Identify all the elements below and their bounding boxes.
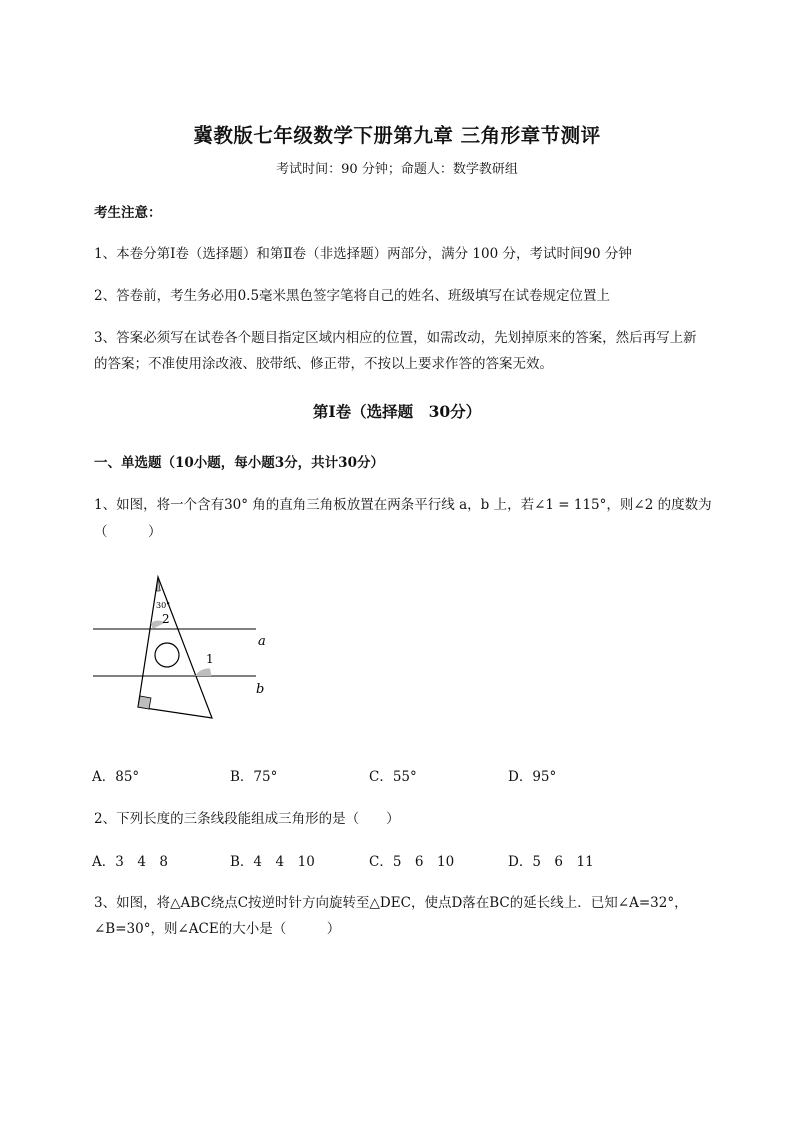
notice-item-3-cont: 的答案；不准使用涂改液、胶带纸、修正带，不按以上要求作答的答案无效。 [94,356,553,372]
question-1-option-a: A．85° [92,769,140,785]
section-title: 第Ⅰ卷（选择题 30分） [312,402,482,421]
right-angle-marker [138,696,151,709]
label-30: 30° [156,601,171,610]
label-a: a [258,634,266,649]
notice-heading: 考生注意： [94,205,162,221]
exam-info: 考试时间：90 分钟；命题人：数学教研组 [276,162,518,177]
label-1: 1 [206,652,214,666]
question-3-stem: 3、如图，将△ABC绕点C按逆时针方向旋转至△DEC，使点D落在BC的延长线上．已知∠A=32°， [94,895,688,911]
question-1-option-d: D．95° [508,769,557,785]
angle-1-marker [195,668,212,676]
question-1-figure [86,565,276,725]
notice-item-3: 3、答案必须写在试卷各个题目指定区域内相应的位置，如需改动，先划掉原来的答案，然后再写上新 [94,330,697,346]
question-1-option-b: B．75° [230,769,278,785]
question-1-stem: 1、如图，将一个含有30° 角的直角三角板放置在两条平行线 a，b 上，若∠1 = 115°，则∠2 的度数为 [94,497,712,513]
question-1-option-c: C．55° [369,769,417,785]
page-title: 冀教版七年级数学下册第九章 三角形章节测评 [193,124,601,147]
part-heading: 一、单选题（10小题，每小题3分，共计30分） [94,455,384,471]
question-2-option-d: D．5 6 11 [508,854,594,870]
question-2-stem: 2、下列长度的三条线段能组成三角形的是（ ） [94,811,400,827]
question-3-stem-cont: ∠B=30°，则∠ACE的大小是（ ） [94,921,341,937]
set-square-hole [155,643,179,667]
question-1-answer-blank: （ ） [94,524,162,540]
notice-item-2: 2、答卷前，考生务必用0.5毫米黑色签字笔将自己的姓名、班级填写在试卷规定位置上 [94,288,611,304]
question-2-option-a: A．3 4 8 [92,854,169,870]
question-2-option-b: B．4 4 10 [230,854,315,870]
label-2: 2 [162,612,170,626]
question-2-option-c: C．5 6 10 [369,854,455,870]
label-b: b [256,682,265,697]
notice-item-1: 1、本卷分第Ⅰ卷（选择题）和第Ⅱ卷（非选择题）两部分，满分 100 分，考试时间90 分钟 [94,246,632,262]
